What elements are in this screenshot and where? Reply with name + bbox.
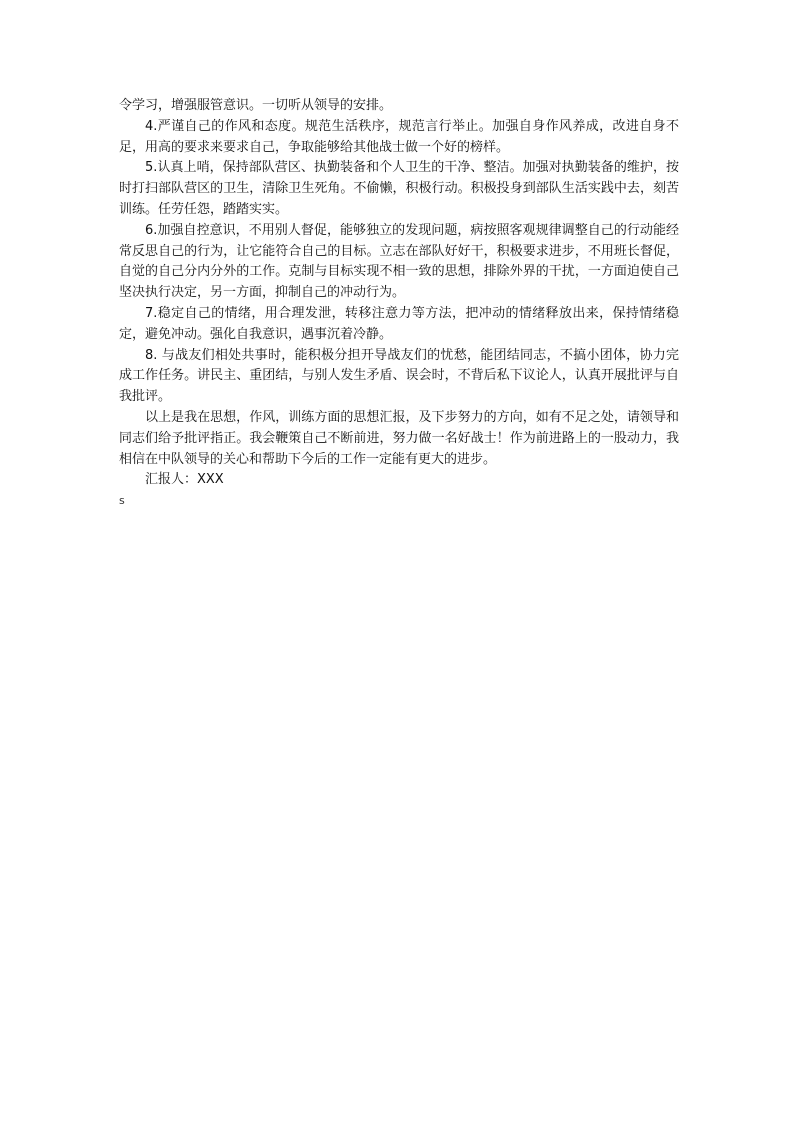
paragraph-item-8: 8. 与战友们相处共事时，能积极分担开导战友们的忧愁，能团结同志，不搞小团体，协力完成工作任务。讲民主、重团结，与别人发生矛盾、误会时，不背后私下议论人，认真开展批评与自我批评。 bbox=[119, 347, 679, 405]
document-body bbox=[119, 96, 679, 511]
paragraph-conclusion: 以上是我在思想，作风，训练方面的思想汇报，及下步努力的方向，如有不足之处，请领导和同志们给予批评指正。我会鞭策自己不断前进，努力做一名好战士！作为前进路上的一股动力，我相信在中队领导的关心和帮助下今后的工作一定能有更大的进步。 bbox=[119, 409, 679, 467]
paragraph-item-6: 6.加强自控意识，不用别人督促，能够独立的发现问题，病按照客观规律调整自己的行动能经常反思自己的行为，让它能符合自己的目标。立志在部队好好干，积极要求进步，不用班长督促，自觉的自己分内分外的工作。克制与目标实现不相一致的思想，排除外界的干扰，一方面迫使自己坚决执行决定，另一方面，抑制自己的冲动行为。 bbox=[119, 222, 679, 301]
paragraph-item-7: 7.稳定自己的情绪，用合理发泄，转移注意力等方法，把冲动的情绪释放出来，保持情绪稳定，避免冲动。强化自我意识，遇事沉着冷静。 bbox=[119, 305, 679, 342]
signature-line: 汇报人：XXX bbox=[145, 472, 224, 488]
paragraph-item-4: 4.严谨自己的作风和态度。规范生活秩序，规范言行举止。加强自身作风养成，改进自身不足，用高的要求来要求自己，争取能够给其他战士做一个好的榜样。 bbox=[119, 118, 679, 155]
paragraph-item-5: 5.认真上哨，保持部队营区、执勤装备和个人卫生的干净、整洁。加强对执勤装备的维护，按时打扫部队营区的卫生，清除卫生死角。不偷懒，积极行动。积极投身到部队生活实践中去，刻苦训练。任劳任怨，踏踏实实。 bbox=[119, 160, 679, 217]
stray-mark: s bbox=[119, 494, 125, 508]
paragraph-continuation: 令学习，增强服管意识。一切听从领导的安排。 bbox=[119, 98, 393, 113]
